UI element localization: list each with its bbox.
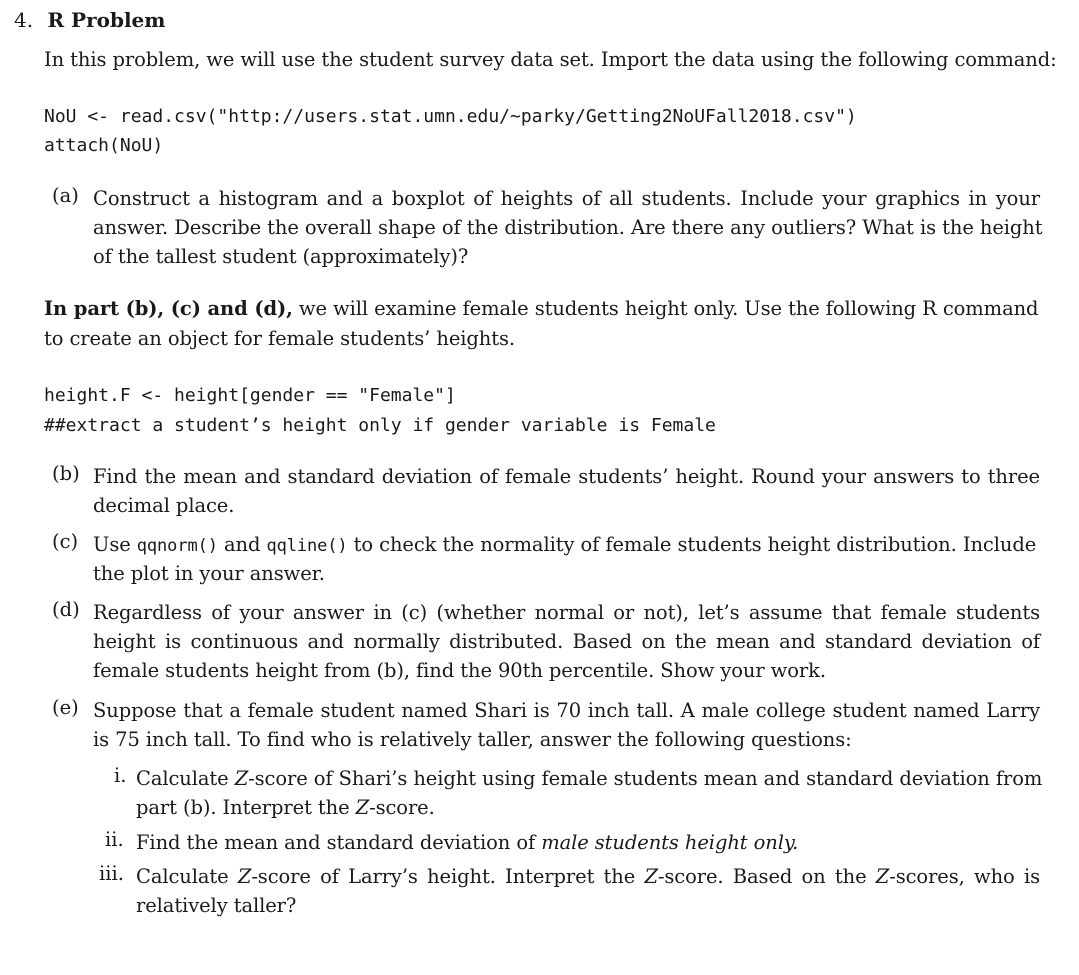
part-d-line: Regardless of your answer in (c) (whether normal or not), let’s assume that female students <box>93 601 1040 624</box>
part-d-line: height is continuous and normally distributed. Based on the mean and standard deviation of <box>93 630 1040 653</box>
sub-ii-italic: male students height only. <box>541 831 799 854</box>
qqnorm-fn: qqnorm() <box>136 536 218 556</box>
z-symbol: Z <box>237 865 252 888</box>
code-line: height.F <- height[gender == "Female"] <box>44 385 456 406</box>
part-b-label: (b) <box>52 462 80 485</box>
code-line: NoU <- read.csv("http://users.stat.umn.edu/~parky/Getting2NoUFall2018.csv") <box>44 106 857 127</box>
sub-i-text: Calculate <box>136 767 235 790</box>
intro-text: In this problem, we will use the student survey data set. Import the data using the following command: <box>44 48 1057 71</box>
part-c-mid: and <box>217 533 267 556</box>
part-b-line: decimal place. <box>93 494 235 517</box>
sub-i-line-1 <box>136 764 1043 793</box>
part-c-line-2: the plot in your answer. <box>93 562 325 585</box>
bridge-bold: In part (b), (c) and (d), <box>44 297 293 320</box>
sub-iii-line-2: relatively taller? <box>136 894 297 917</box>
code-line: attach(NoU) <box>44 135 164 156</box>
sub-iii-text: Calculate <box>136 865 238 888</box>
code-line: ##extract a student’s height only if gender variable is Female <box>44 415 716 436</box>
sub-ii-label: ii. <box>105 828 124 851</box>
sub-iii-text: -score. Based on the <box>657 865 876 888</box>
part-d-label: (d) <box>52 598 80 621</box>
z-symbol: Z <box>644 865 658 888</box>
sub-iii-line-1 <box>136 862 1040 891</box>
part-a-line: Construct a histogram and a boxplot of heights of all students. Include your graphics in your <box>93 187 1040 210</box>
problem-heading <box>14 8 165 32</box>
sub-ii-text: Find the mean and standard deviation of <box>136 831 542 854</box>
qqline-fn: qqline() <box>266 536 348 556</box>
problem-number: 4. <box>14 8 34 32</box>
sub-i-label: i. <box>114 764 127 787</box>
bridge-line-2: to create an object for female students’ heights. <box>44 327 515 350</box>
part-e-line: Suppose that a female student named Shari is 70 inch tall. A male college student named Larry <box>93 699 1040 722</box>
problem-title: R Problem <box>47 8 166 32</box>
bridge-line-1 <box>44 294 1040 323</box>
z-symbol: Z <box>875 865 890 888</box>
z-symbol: Z <box>234 767 249 790</box>
part-a-line: answer. Describe the overall shape of the distribution. Are there any outliers? What is the height <box>93 216 1043 239</box>
sub-iii-text: -score of Larry’s height. Interpret the <box>251 865 645 888</box>
sub-iii-text: -scores, who is <box>889 865 1040 888</box>
sub-ii-line <box>136 828 798 857</box>
part-c-line-1 <box>93 530 1036 561</box>
sub-iii-label: iii. <box>99 862 124 885</box>
bridge-rest: we will examine female students height only. Use the following R command <box>292 297 1039 320</box>
part-c-label: (c) <box>52 530 79 553</box>
part-b-line: Find the mean and standard deviation of female students’ height. Round your answers to three <box>93 465 1040 488</box>
sub-i-line-2 <box>136 793 435 822</box>
part-e-label: (e) <box>52 696 79 719</box>
sub-i-text: -score of Shari’s height using female students mean and standard deviation from <box>248 767 1043 790</box>
part-c-pre: Use <box>93 533 137 556</box>
part-e-line: is 75 inch tall. To find who is relatively taller, answer the following questions: <box>93 728 852 751</box>
part-d-line: female students height from (b), find the 90th percentile. Show your work. <box>93 659 826 682</box>
z-symbol: Z <box>355 796 370 819</box>
part-c-post: to check the normality of female students height distribution. Include <box>347 533 1037 556</box>
part-a-label: (a) <box>52 184 79 207</box>
sub-i-text: -score. <box>369 796 435 819</box>
sub-i-text: part (b). Interpret the <box>136 796 356 819</box>
part-a-line: of the tallest student (approximately)? <box>93 245 469 268</box>
